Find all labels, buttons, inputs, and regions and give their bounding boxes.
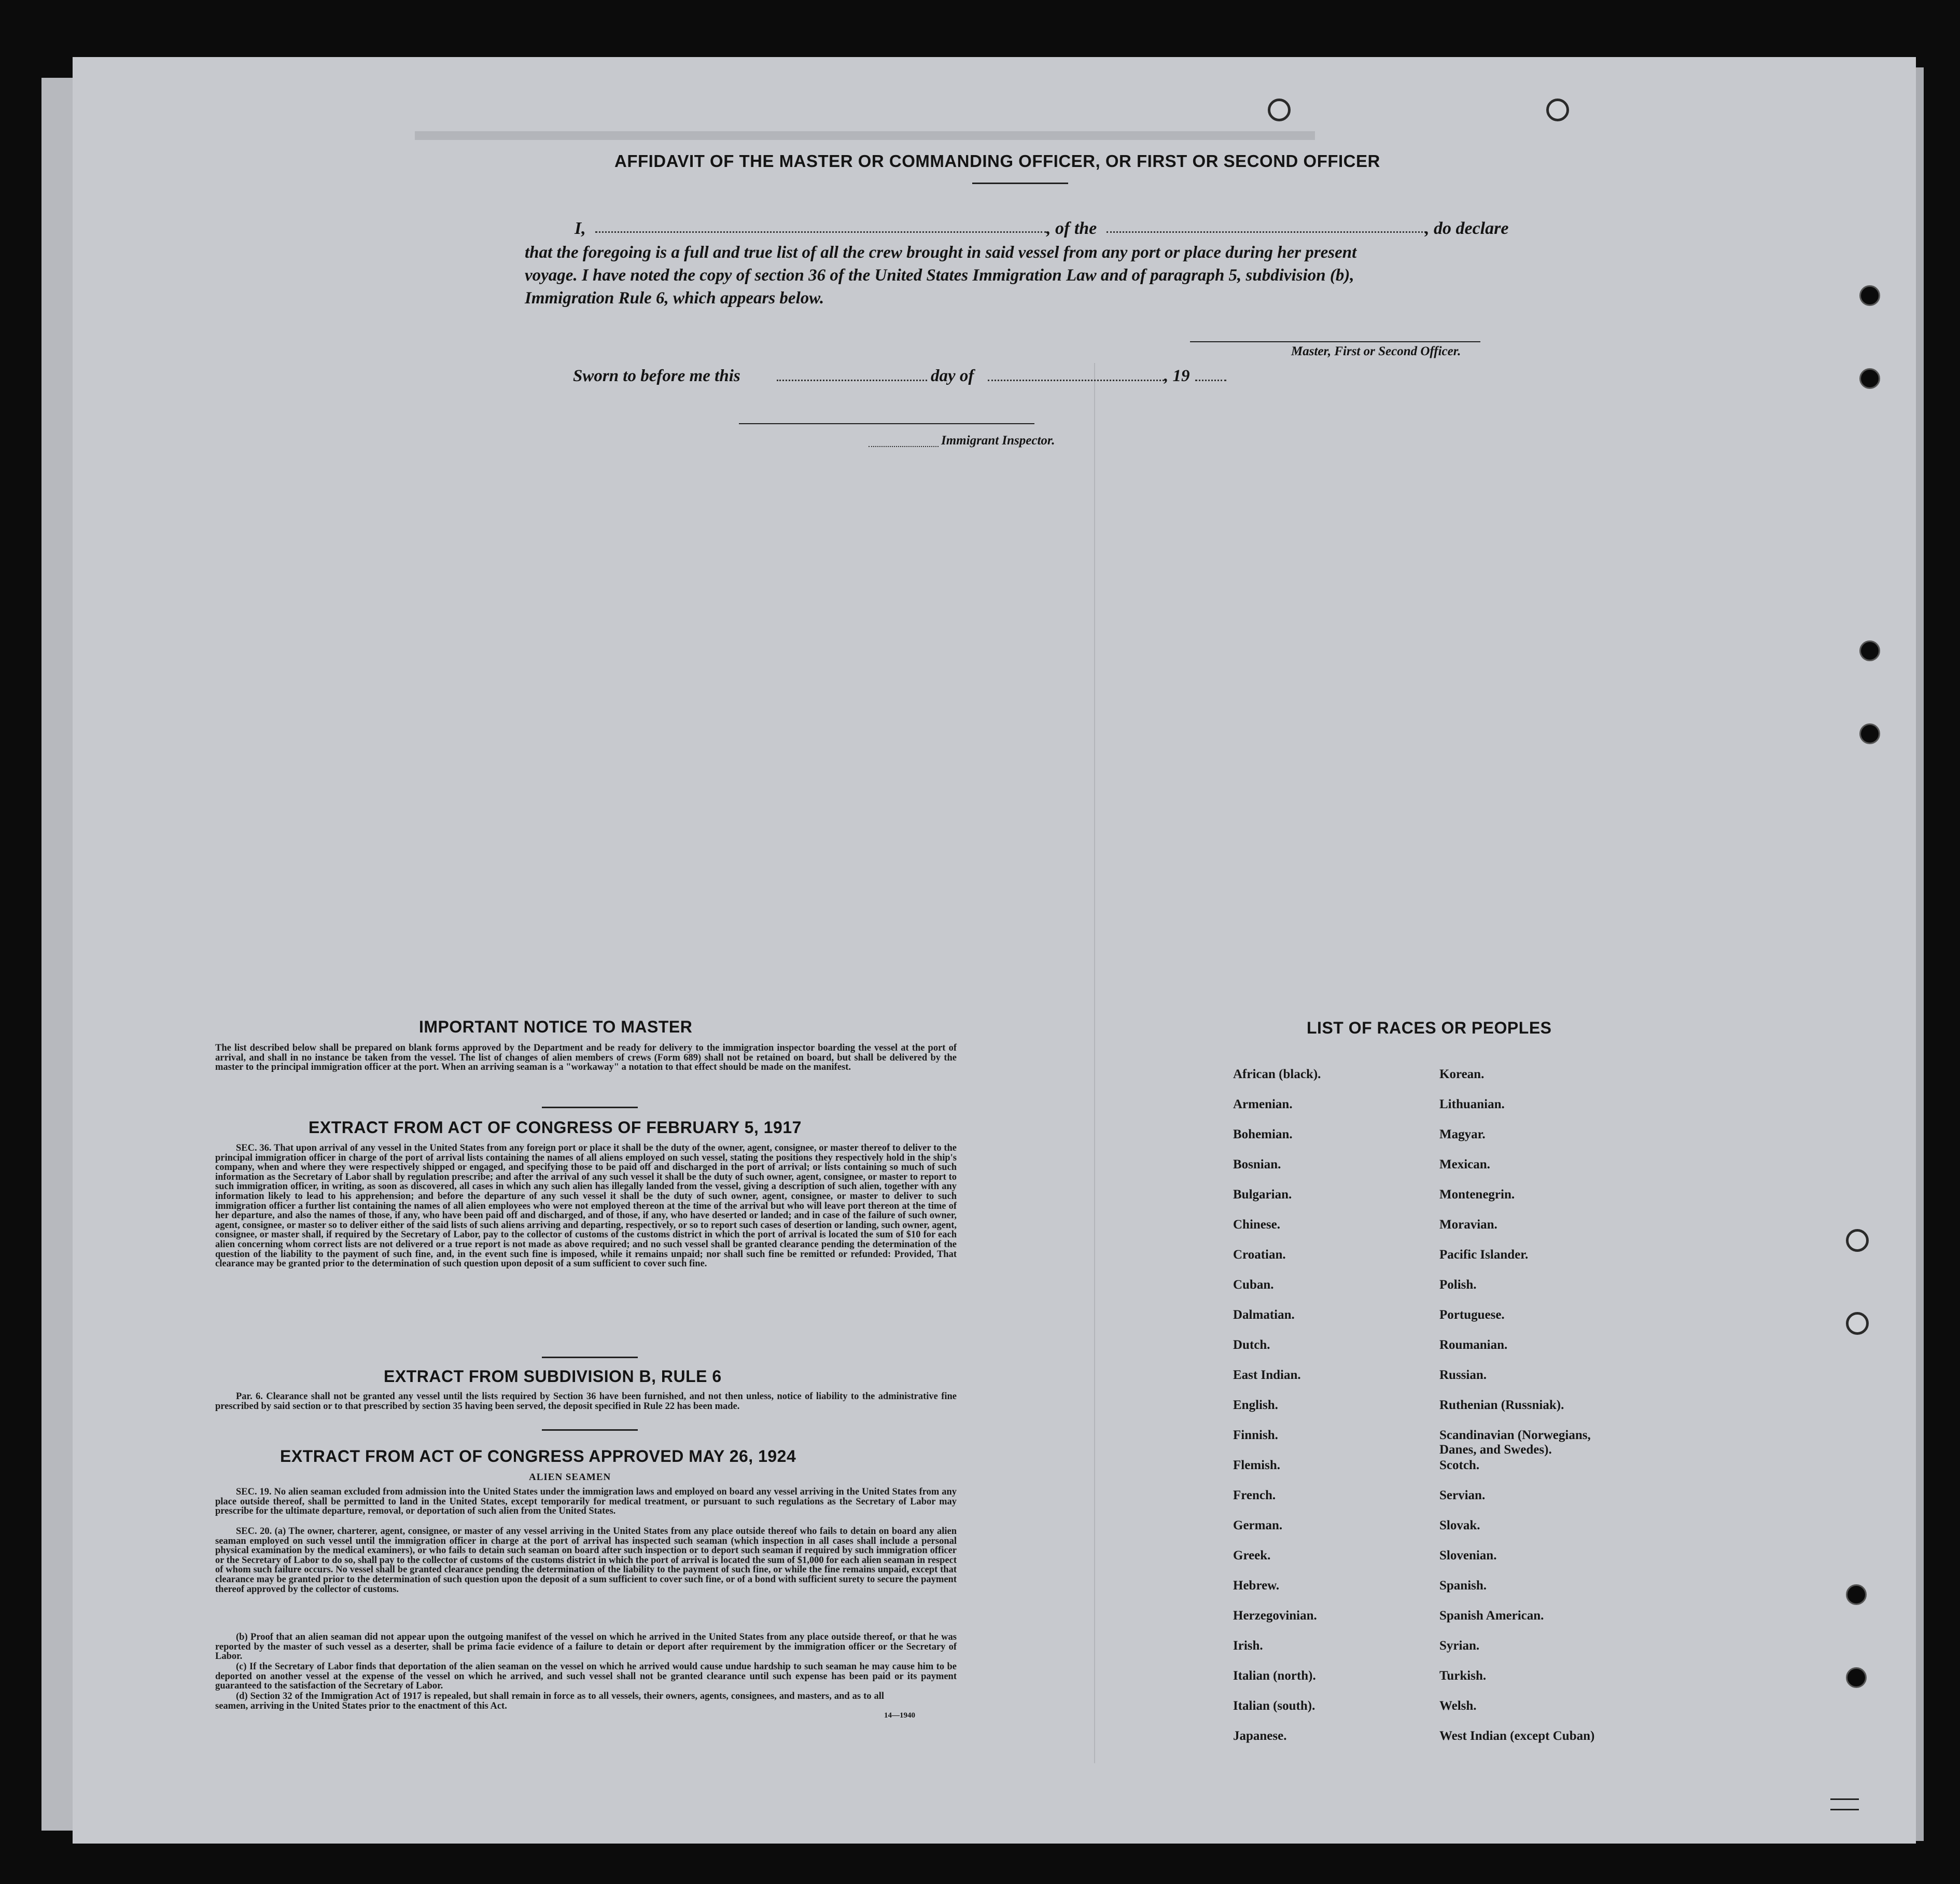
race-item: Herzegovinian. (1233, 1609, 1317, 1623)
year-label: , 19 (1164, 367, 1190, 385)
race-item: Russian. (1439, 1368, 1487, 1382)
race-item: English. (1233, 1398, 1278, 1412)
race-item: Spanish. (1439, 1579, 1487, 1593)
race-item: African (black). (1233, 1067, 1321, 1081)
inspector-dots (869, 446, 939, 447)
extract-1917-title: EXTRACT FROM ACT OF CONGRESS OF FEBRUARY 5, 1917 (309, 1118, 802, 1137)
alien-seamen-heading: ALIEN SEAMEN (529, 1472, 611, 1483)
affidavit-line-2: that the foregoing is a full and true list of all the crew brought in said vessel from any port or place during her present (525, 243, 1357, 262)
race-item: Italian (south). (1233, 1699, 1315, 1713)
corner-mark (1830, 1798, 1859, 1800)
ring-hole-icon (1546, 99, 1569, 121)
binder-hole-icon (1859, 723, 1880, 744)
extract-1917-text: SEC. 36. That upon arrival of any vessel in the United States from any foreign port or place it shall be the duty of the owner, agent, consignee, or master thereof to deliver to the principal immigration officer in charge of the port of arrival lists containing the names of all aliens employed on such vessel, stating the positions they respectively hold in the ship's company, when and where they were respectively shipped or engaged, and specifying those to be paid off and discharged in the port of arrival; or lists containing so much of such information as the Secretary of Labor shall by regulation prescribe; and after the arrival of any such vessel it shall be the duty of such owner, agent, consignee, or master to report to such immigration officer, in writing, as soon as discovered, all cases in which any such alien has illegally landed from the vessel, giving a description of such alien, together with any information likely to lead to his apprehension; and before the departure of any such vessel it shall be the duty of such owner, agent, consignee, or master to deliver to such immigration officer a further list containing the names of all alien employees who were not employed thereon at the time of the arrival but who will leave port thereon at the time of her departure, and also the names of those, if any, who have been paid off and discharged, and of those, if any, who have deserted or landed; and in case of the failure of such owner, agent, consignee, or master so to deliver either of the said lists of such aliens arriving and departing, respectively, or so to report such cases of desertion or landing, such owner, agent, consignee, or master shall, if required by the Secretary of Labor, pay to the collector of customs of the customs district in which the port of arrival is located the sum of $10 for each alien concerning whom correct lists are not delivered or a true report is not made as above required; and no such vessel shall be granted clearance pending the determination of the question of the liability to the payment of such fine, and, in the event such fine is imposed, while it remains unpaid; nor shall such fine be remitted or refunded: Provided, That clearance may be granted prior to the determination of such question upon deposit of a sum sufficient to cover such fine. (215, 1143, 957, 1269)
year-blank (1195, 380, 1226, 381)
race-item: Hebrew. (1233, 1579, 1280, 1593)
of-the-label: , of the (1046, 219, 1097, 238)
extract-1924-title: EXTRACT FROM ACT OF CONGRESS APPROVED MAY 26, 1924 (280, 1447, 796, 1466)
race-item: Polish. (1439, 1278, 1477, 1292)
notice-title: IMPORTANT NOTICE TO MASTER (419, 1017, 693, 1036)
corner-mark (1830, 1809, 1859, 1810)
race-item: Lithuanian. (1439, 1097, 1505, 1111)
race-item: Ruthenian (Russniak). (1439, 1398, 1564, 1412)
binder-hole-icon (1846, 1667, 1867, 1688)
name-blank (595, 231, 1046, 233)
day-blank (777, 380, 927, 381)
sec-19-text: SEC. 19. No alien seaman excluded from admission into the United States under the immigration laws and employed on board any vessel arriving in the United States from any place outside thereof, shall be permitted to land in the United States, except temporarily for medical treatment, or pursuant to such regulations as the Secretary of Labor may prescribe for the ultimate departure, removal, or deportation of such alien from the United States. (215, 1487, 957, 1517)
race-item: Syrian. (1439, 1639, 1480, 1653)
race-item: German. (1233, 1518, 1283, 1532)
race-item: Scotch. (1439, 1458, 1480, 1472)
signature-label: Master, First or Second Officer. (1291, 344, 1461, 358)
race-item: Korean. (1439, 1067, 1485, 1081)
race-item: Croatian. (1233, 1248, 1286, 1262)
races-title: LIST OF RACES OR PEOPLES (1307, 1018, 1552, 1037)
affidavit-i: I, (575, 219, 586, 238)
race-item: Magyar. (1439, 1127, 1486, 1141)
do-declare-label: , do declare (1425, 219, 1509, 238)
rule-6-text: Par. 6. Clearance shall not be granted any vessel until the lists required by Section 36 have been furnished, and not then unless, notice of liability to the administrative fine prescribed by said section or to that prescribed by section 35 having been served, the deposit specified in Rule 22 has been made. (215, 1391, 957, 1412)
vessel-blank (1107, 231, 1426, 233)
race-item: West Indian (except Cuban) (1439, 1729, 1595, 1743)
race-item: Armenian. (1233, 1097, 1293, 1111)
race-item: Dutch. (1233, 1338, 1270, 1352)
race-item: Mexican. (1439, 1157, 1490, 1171)
signature-line (1190, 341, 1480, 342)
binder-hole-icon (1859, 640, 1880, 661)
ring-hole-icon (1846, 1229, 1869, 1252)
rule-6-title: EXTRACT FROM SUBDIVISION B, RULE 6 (384, 1367, 722, 1386)
race-item: Bohemian. (1233, 1127, 1293, 1141)
affidavit-title: AFFIDAVIT OF THE MASTER OR COMMANDING OFFICER, OR FIRST OR SECOND OFFICER (614, 151, 1380, 171)
race-item: Danes, and Swedes). (1439, 1443, 1552, 1457)
race-item: Turkish. (1439, 1669, 1487, 1683)
race-item: Japanese. (1233, 1729, 1287, 1743)
race-item: Slovak. (1439, 1518, 1480, 1532)
month-blank (988, 380, 1164, 381)
race-item: East Indian. (1233, 1368, 1301, 1382)
affidavit-line-4: Immigration Rule 6, which appears below. (525, 289, 824, 308)
page-crease (1094, 363, 1095, 1763)
race-item: Dalmatian. (1233, 1308, 1295, 1322)
race-item: Slovenian. (1439, 1548, 1497, 1562)
race-item: Pacific Islander. (1439, 1248, 1529, 1262)
sec-20c-text: (c) If the Secretary of Labor finds that deportation of the alien seaman on the vessel on which he arrived would cause undue hardship to such seaman he may cause him to be deported on another vessel at the expense of the vessel on which he arrived, and such vessel shall not be granted clearance until such expense has been paid or its payment guaranteed to the satisfaction of the Secretary of Labor. (215, 1662, 957, 1692)
race-item: Welsh. (1439, 1699, 1477, 1713)
race-item: Servian. (1439, 1488, 1486, 1502)
binder-hole-icon (1859, 368, 1880, 389)
race-item: Finnish. (1233, 1428, 1278, 1442)
race-item: Flemish. (1233, 1458, 1280, 1472)
sec-20d-text: (d) Section 32 of the Immigration Act of 1917 is repealed, but shall remain in force as to all vessels, their owners, agents, consignees, and masters, and as to all seamen, arriving in the United States prior to the enactment of this Act. (215, 1691, 884, 1711)
race-item: Montenegrin. (1439, 1188, 1515, 1202)
sec-20b-text: (b) Proof that an alien seaman did not appear upon the outgoing manifest of the vessel on which he arrived in the United States from any place outside thereof, or that he was reported by the master of such vessel as a deserter, shall be prima facie evidence of a failure to detain or deport after requirement by the immigration officer or the Secretary of Labor. (215, 1632, 957, 1662)
race-item: Moravian. (1439, 1218, 1497, 1232)
notice-rule (542, 1107, 638, 1108)
title-rule (972, 183, 1068, 184)
inspector-label: Immigrant Inspector. (941, 434, 1055, 448)
race-item: Bosnian. (1233, 1157, 1281, 1171)
sec-20a-text: SEC. 20. (a) The owner, charterer, agent, consignee, or master of any vessel arriving in the United States from any place outside thereof who fails to detain on board any alien seaman employed on such vessel until the immigration officer in charge at the port of arrival has inspected such seaman (which inspection in all cases shall include a personal physical examination by the medical examiners), or who fails to detain such seaman on board after such inspection or to deport such seaman if required by such immigration officer or the Secretary of Labor to do so, shall pay to the collector of customs of the customs district in which the port of arrival is located the sum of $1,000 for each alien seaman in respect of whom such failure occurs. No vessel shall be granted clearance pending the determination of the liability to the payment of such fine, or while the fine remains unpaid, except that clearance may be granted prior to the determination of such question upon the deposit of a sum sufficient to cover such fine, or of a bond with sufficient surety to secure the payment thereof approved by the collector of customs. (215, 1526, 957, 1595)
ring-hole-icon (1846, 1312, 1869, 1335)
bleed-through-text: ▬▬▬▬▬▬▬▬▬▬▬▬▬▬▬▬▬▬▬▬▬▬▬▬▬▬▬▬▬▬▬ (415, 125, 1315, 158)
race-item: Portuguese. (1439, 1308, 1505, 1322)
notice-text: The list described below shall be prepared on blank forms approved by the Department and be ready for delivery to the immigration inspector boarding the vessel at the port of arrival, and shall in no instance be taken from the vessel. The list of changes of alien members of crews (Form 689) shall not be retained on board, but shall be delivered by the master to the principal immigration officer at the port. When an arriving seaman is a "workaway" a notation to that effect should be made on the manifest. (215, 1043, 957, 1073)
sworn-label: Sworn to before me this (573, 367, 740, 385)
race-item: Scandinavian (Norwegians, (1439, 1428, 1591, 1442)
race-item: Greek. (1233, 1548, 1271, 1562)
race-item: Irish. (1233, 1639, 1263, 1653)
ring-hole-icon (1268, 99, 1291, 121)
race-item: Chinese. (1233, 1218, 1280, 1232)
extract-1917-rule (542, 1357, 638, 1358)
race-item: Italian (north). (1233, 1669, 1316, 1683)
form-number: 14—1940 (884, 1711, 915, 1720)
inspector-signature-line (739, 423, 1034, 424)
day-of-label: day of (931, 367, 974, 385)
race-item: French. (1233, 1488, 1276, 1502)
affidavit-line-1 (575, 217, 586, 241)
affidavit-line-3: voyage. I have noted the copy of section 36 of the United States Immigration Law and of paragraph 5, subdivision (b), (525, 266, 1354, 285)
race-item: Spanish American. (1439, 1609, 1544, 1623)
race-item: Cuban. (1233, 1278, 1274, 1292)
race-item: Roumanian. (1439, 1338, 1508, 1352)
race-item: Bulgarian. (1233, 1188, 1292, 1202)
rule-6-rule (542, 1429, 638, 1431)
binder-hole-icon (1859, 285, 1880, 306)
binder-hole-icon (1846, 1584, 1867, 1605)
